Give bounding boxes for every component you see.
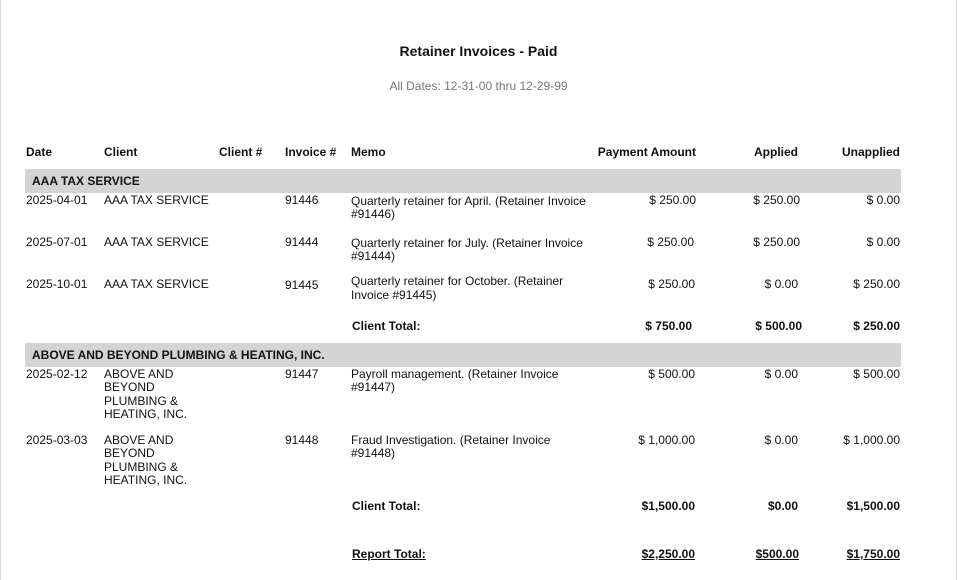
column-header-client-number: Client #: [219, 145, 263, 159]
row-client-line-4: HEATING, INC.: [104, 473, 188, 487]
row-memo-line-2: Invoice #91445): [351, 288, 437, 302]
row-applied: $ 0.00: [764, 367, 798, 381]
row-memo-line-2: #91446): [351, 207, 396, 221]
row-client: AAA TAX SERVICE: [104, 193, 209, 207]
row-memo-line-2: #91447): [351, 380, 396, 394]
client-total-unapplied: $1,500.00: [846, 499, 900, 513]
row-payment-amount: $ 500.00: [648, 367, 695, 381]
row-date: 2025-07-01: [26, 235, 88, 249]
client-total-payment: $ 750.00: [645, 319, 692, 333]
report-total-applied: $500.00: [755, 547, 799, 561]
row-memo-line-1: Quarterly retainer for July. (Retainer Invoice: [351, 236, 583, 250]
row-applied: $ 0.00: [764, 277, 798, 291]
row-unapplied: $ 1,000.00: [843, 433, 900, 447]
row-applied: $ 250.00: [753, 235, 800, 249]
row-client-line-3: PLUMBING &: [104, 460, 179, 474]
row-invoice-number: 91446: [285, 193, 319, 207]
row-unapplied: $ 250.00: [853, 277, 900, 291]
row-payment-amount: $ 250.00: [649, 193, 696, 207]
row-date: 2025-03-03: [26, 433, 88, 447]
client-group-name: ABOVE AND BEYOND PLUMBING & HEATING, INC.: [32, 348, 325, 362]
client-group-header: [25, 343, 901, 367]
client-group-name: AAA TAX SERVICE: [32, 174, 140, 188]
row-invoice-number: 91447: [285, 367, 319, 381]
row-applied: $ 0.00: [764, 433, 798, 447]
client-total-payment: $1,500.00: [641, 499, 695, 513]
column-header-invoice-number: Invoice #: [285, 145, 337, 159]
row-memo-line-2: #91444): [351, 249, 396, 263]
row-client: AAA TAX SERVICE: [104, 235, 209, 249]
row-payment-amount: $ 250.00: [647, 235, 694, 249]
row-date: 2025-10-01: [26, 277, 88, 291]
column-header-memo: Memo: [351, 145, 386, 159]
row-client: AAA TAX SERVICE: [104, 277, 209, 291]
column-header-client: Client: [104, 145, 138, 159]
row-memo-line-1: Fraud Investigation. (Retainer Invoice: [351, 433, 551, 447]
row-unapplied: $ 0.00: [866, 235, 900, 249]
report-total-unapplied: $1,750.00: [846, 547, 900, 561]
column-header-unapplied: Unapplied: [841, 145, 900, 159]
row-unapplied: $ 500.00: [853, 367, 900, 381]
row-memo-line-1: Payroll management. (Retainer Invoice: [351, 367, 559, 381]
column-header-applied: Applied: [754, 145, 798, 159]
column-header-payment-amount: Payment Amount: [597, 145, 696, 159]
report-title: Retainer Invoices - Paid: [399, 43, 558, 59]
row-client-line-4: HEATING, INC.: [104, 407, 188, 421]
client-total-label: Client Total:: [352, 319, 421, 333]
report-total-label: Report Total:: [352, 547, 426, 561]
row-memo-line-1: Quarterly retainer for April. (Retainer Invoice: [351, 194, 586, 208]
row-date: 2025-02-12: [26, 367, 88, 381]
row-client-line-2: BEYOND: [104, 380, 155, 394]
row-invoice-number: 91445: [285, 278, 319, 292]
row-unapplied: $ 0.00: [866, 193, 900, 207]
row-invoice-number: 91448: [285, 433, 319, 447]
client-total-label: Client Total:: [352, 499, 421, 513]
client-total-unapplied: $ 250.00: [853, 319, 900, 333]
row-client-line-1: ABOVE AND: [104, 433, 174, 447]
row-payment-amount: $ 1,000.00: [638, 433, 695, 447]
client-total-applied: $ 500.00: [755, 319, 802, 333]
row-memo-line-2: #91448): [351, 446, 396, 460]
report-total-payment: $2,250.00: [641, 547, 695, 561]
row-client-line-2: BEYOND: [104, 446, 155, 460]
client-total-applied: $0.00: [767, 499, 798, 513]
report-date-range: All Dates: 12-31-00 thru 12-29-99: [389, 79, 568, 93]
row-memo-line-1: Quarterly retainer for October. (Retainer: [351, 274, 564, 288]
row-invoice-number: 91444: [285, 235, 319, 249]
row-payment-amount: $ 250.00: [648, 277, 695, 291]
column-header-date: Date: [26, 145, 53, 159]
row-client-line-1: ABOVE AND: [104, 367, 174, 381]
row-client-line-3: PLUMBING &: [104, 394, 179, 408]
row-date: 2025-04-01: [26, 193, 88, 207]
row-applied: $ 250.00: [753, 193, 800, 207]
client-group-header: [25, 169, 901, 193]
